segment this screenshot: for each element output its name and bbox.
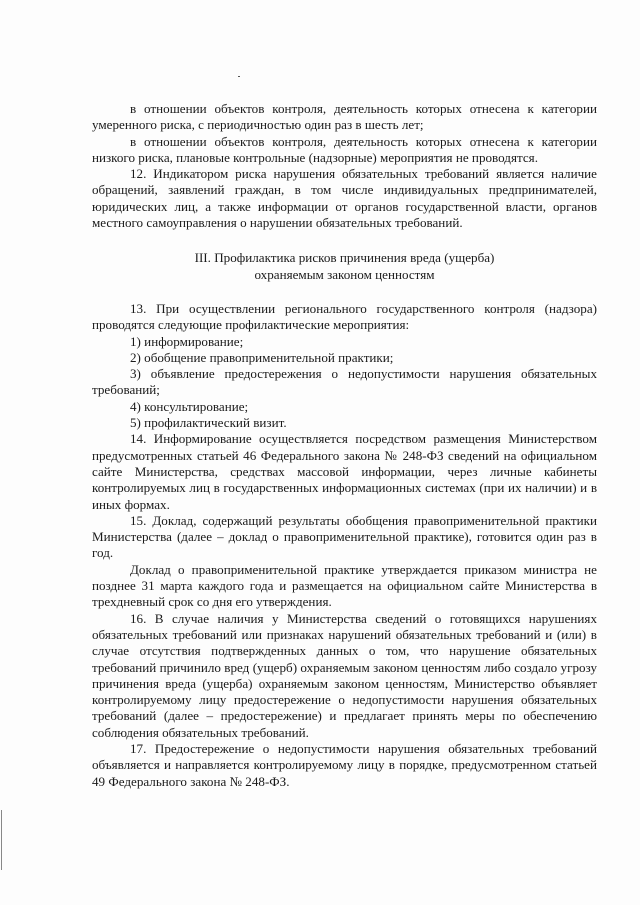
spacer xyxy=(92,283,597,301)
paragraph-12-risk-indicator: 12. Индикатором риска нарушения обязательных требований является наличие обращений, заявлений граждан, в том числе индивидуальных предпринимателей, юридических лиц, а также информации от органов государственной власти, органов местного самоуправления о нарушении обязательных требований. xyxy=(92,166,597,231)
paragraph-16-warning-conditions: 16. В случае наличия у Министерства сведений о готовящихся нарушениях обязательных требований или признаках нарушений обязательных требований и (или) в случае отсутствия подтвержденных данных о том, что нарушение обязательных требований причинило вред (ущерб) охраняемым законом ценностям либо создало угрозу причинения вреда (ущерба) охраняемым законом ценностям, Министерство объявляет контролируемому лицу предостережение о недопустимости нарушения обязательных требований (далее – предостережение) и предлагает принять меры по обеспечению соблюдения обязательных требований. xyxy=(92,610,597,740)
list-item-informing: 1) информирование; xyxy=(130,333,244,349)
spacer xyxy=(92,231,597,250)
list-item-consulting: 4) консультирование; xyxy=(130,398,249,414)
paragraph-14-informing: 14. Информирование осуществляется посредством размещения Министерством предусмотренных статьей 46 Федерального закона № 248-ФЗ сведений на официальном сайте Министерства, средствах массовой информации, через личные кабинеты контролируемых лиц в государственных информационных системах (при их наличии) и в иных формах. xyxy=(92,431,597,512)
paragraph-low-risk: в отношении объектов контроля, деятельность которых отнесена к категории низкого риска, плановые контрольные (надзорные) мероприятия не проводятся. xyxy=(92,133,597,165)
list-item-preventive-visit: 5) профилактический визит. xyxy=(130,415,287,431)
list-item-warning: 3) объявление предостережения о недопустимости нарушения обязательных требований; xyxy=(92,366,597,398)
paragraph-15-report: 15. Доклад, содержащий результаты обобщения правоприменительной практики Министерства (далее – доклад о правоприменительной практике), готовится один раз в год. xyxy=(92,512,597,561)
document-body xyxy=(92,101,597,790)
paragraph-report-approval: Доклад о правоприменительной практике утверждается приказом министра не позднее 31 марта каждого года и размещается на официальном сайте Министерства в трехдневный срок со дня его утверждения. xyxy=(92,561,597,610)
scan-speck xyxy=(238,76,240,77)
paragraph-17-warning-procedure: 17. Предостережение о недопустимости нарушения обязательных требований объявляется и направляется контролируемому лицу в порядке, предусмотренном статьей 49 Федерального закона № 248-ФЗ. xyxy=(92,740,597,789)
scan-edge-mark xyxy=(1,810,2,870)
list-item-practice-generalization: 2) обобщение правоприменительной практики; xyxy=(130,349,394,365)
paragraph-13-preventive-measures: 13. При осуществлении регионального государственного контроля (надзора) проводятся следующие профилактические мероприятия: xyxy=(92,300,597,333)
paragraph-moderate-risk: в отношении объектов контроля, деятельность которых отнесена к категории умеренного риска, с периодичностью один раз в шесть лет; xyxy=(92,101,597,133)
section-heading-line-1: III. Профилактика рисков причинения вреда (ущерба) xyxy=(194,250,495,266)
section-heading-line-2: охраняемым законом ценностям xyxy=(254,266,435,282)
